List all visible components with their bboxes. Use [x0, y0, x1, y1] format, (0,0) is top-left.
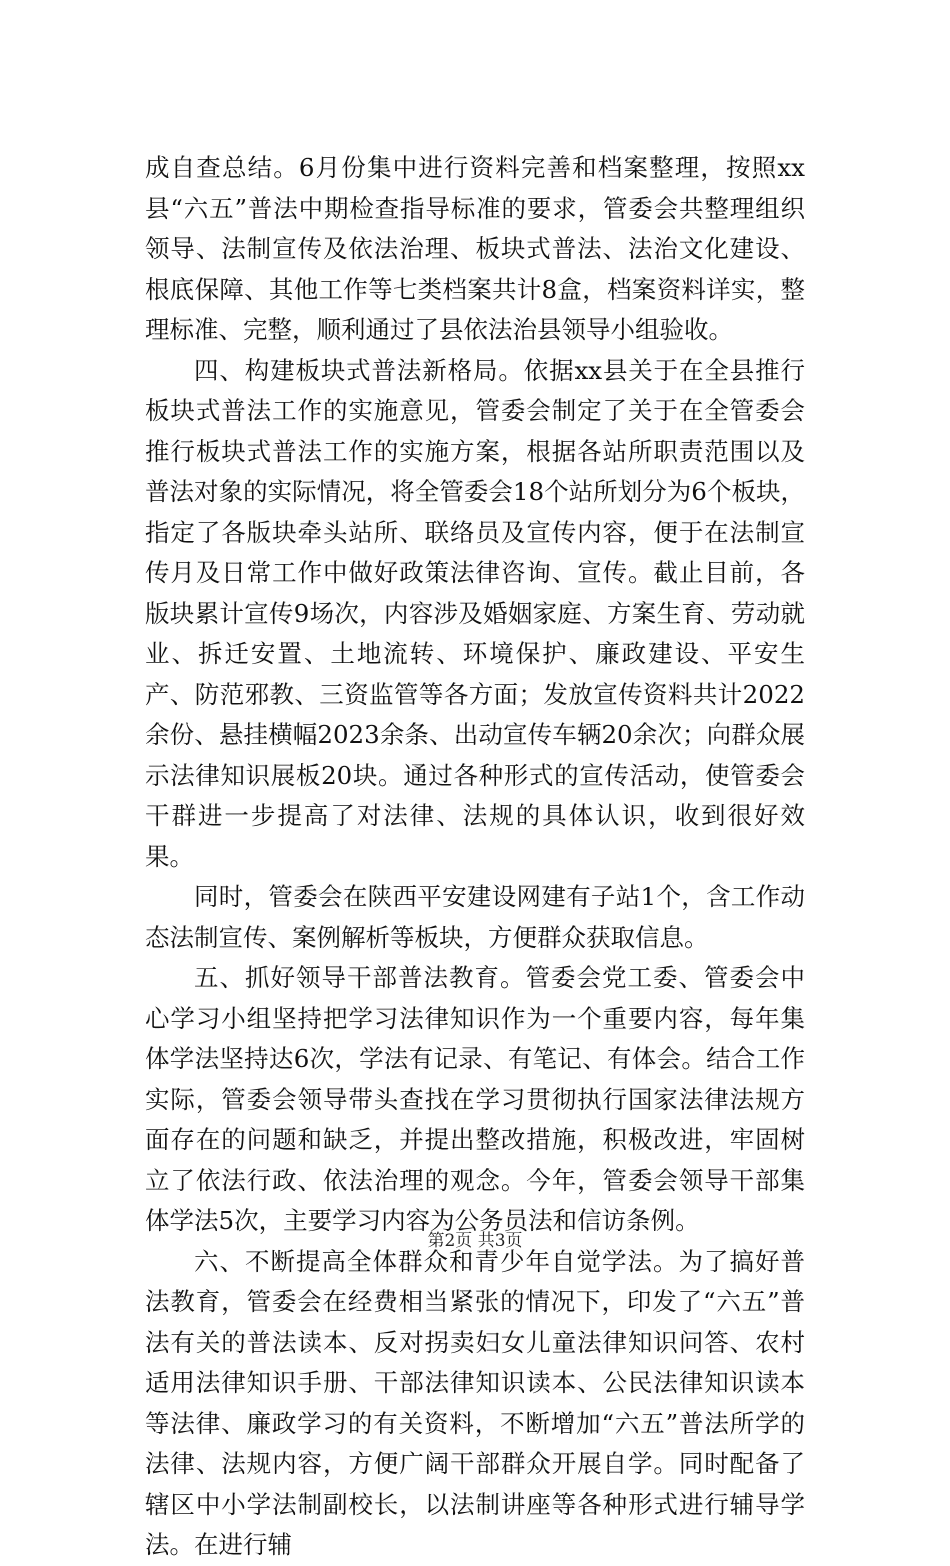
paragraph-2: 四、构建板块式普法新格局。依据xx县关于在全县推行板块式普法工作的实施意见，管委会制定了关于在全管委会推行板块式普法工作的实施方案，根据各站所职责范围以及普法对象的实际情况，将全管委会18个站所划分为6个板块，指定了各版块牵头站所、联络员及宣传内容，便于在法制宣传月及日常工作中做好政策法律咨询、宣传。截止目前，各版块累计宣传9场次，内容涉及婚姻家庭、方案生育、劳动就业、拆迁安置、土地流转、环境保护、廉政建设、平安生产、防范邪教、三资监管等各方面；发放宣传资料共计2022余份、悬挂横幅2023余条、出动宣传车辆20余次；向群众展示法律知识展板20块。通过各种形式的宣传活动，使管委会干群进一步提高了对法律、法规的具体认识，收到很好效果。 — [145, 355, 805, 871]
paragraph-1: 成自查总结。6月份集中进行资料完善和档案整理，按照xx县“六五”普法中期检查指导标准的要求，管委会共整理组织领导、法制宣传及依法治理、板块式普法、法治文化建设、根底保障、其他工作等七类档案共计8盒，档案资料详实，整理标准、完整，顺利通过了县依法治县领导小组验收。 — [145, 153, 805, 344]
paragraph-3: 同时，管委会在陕西平安建设网建有子站1个，含工作动态法制宣传、案例解析等板块，方便群众获取信息。 — [145, 882, 805, 952]
page-footer: 第2页 共3页 — [427, 1231, 523, 1251]
paragraph-5: 六、不断提高全体群众和青少年自觉学法。为了搞好普法教育，管委会在经费相当紧张的情况下，印发了“六五”普法有关的普法读本、反对拐卖妇女儿童法律知识问答、农村适用法律知识手册、干部法律知识读本、公民法律知识读本等法律、廉政学习的有关资料，不断增加“六五”普法所学的法律、法规内容，方便广阔干部群众开展自学。同时配备了辖区中小学法制副校长，以法制讲座等各种形式进行辅导学法。在进行辅 — [145, 1246, 805, 1559]
document-body — [145, 148, 805, 1566]
paragraph-4: 五、抓好领导干部普法教育。管委会党工委、管委会中心学习小组坚持把学习法律知识作为一个重要内容，每年集体学法坚持达6次，学法有记录、有笔记、有体会。结合工作实际，管委会领导带头查找在学习贯彻执行国家法律法规方面存在的问题和缺乏，并提出整改措施，积极改进，牢固树立了依法行政、依法治理的观念。今年，管委会领导干部集体学法5次，主要学习内容为公务员法和信访条例。 — [145, 963, 805, 1235]
